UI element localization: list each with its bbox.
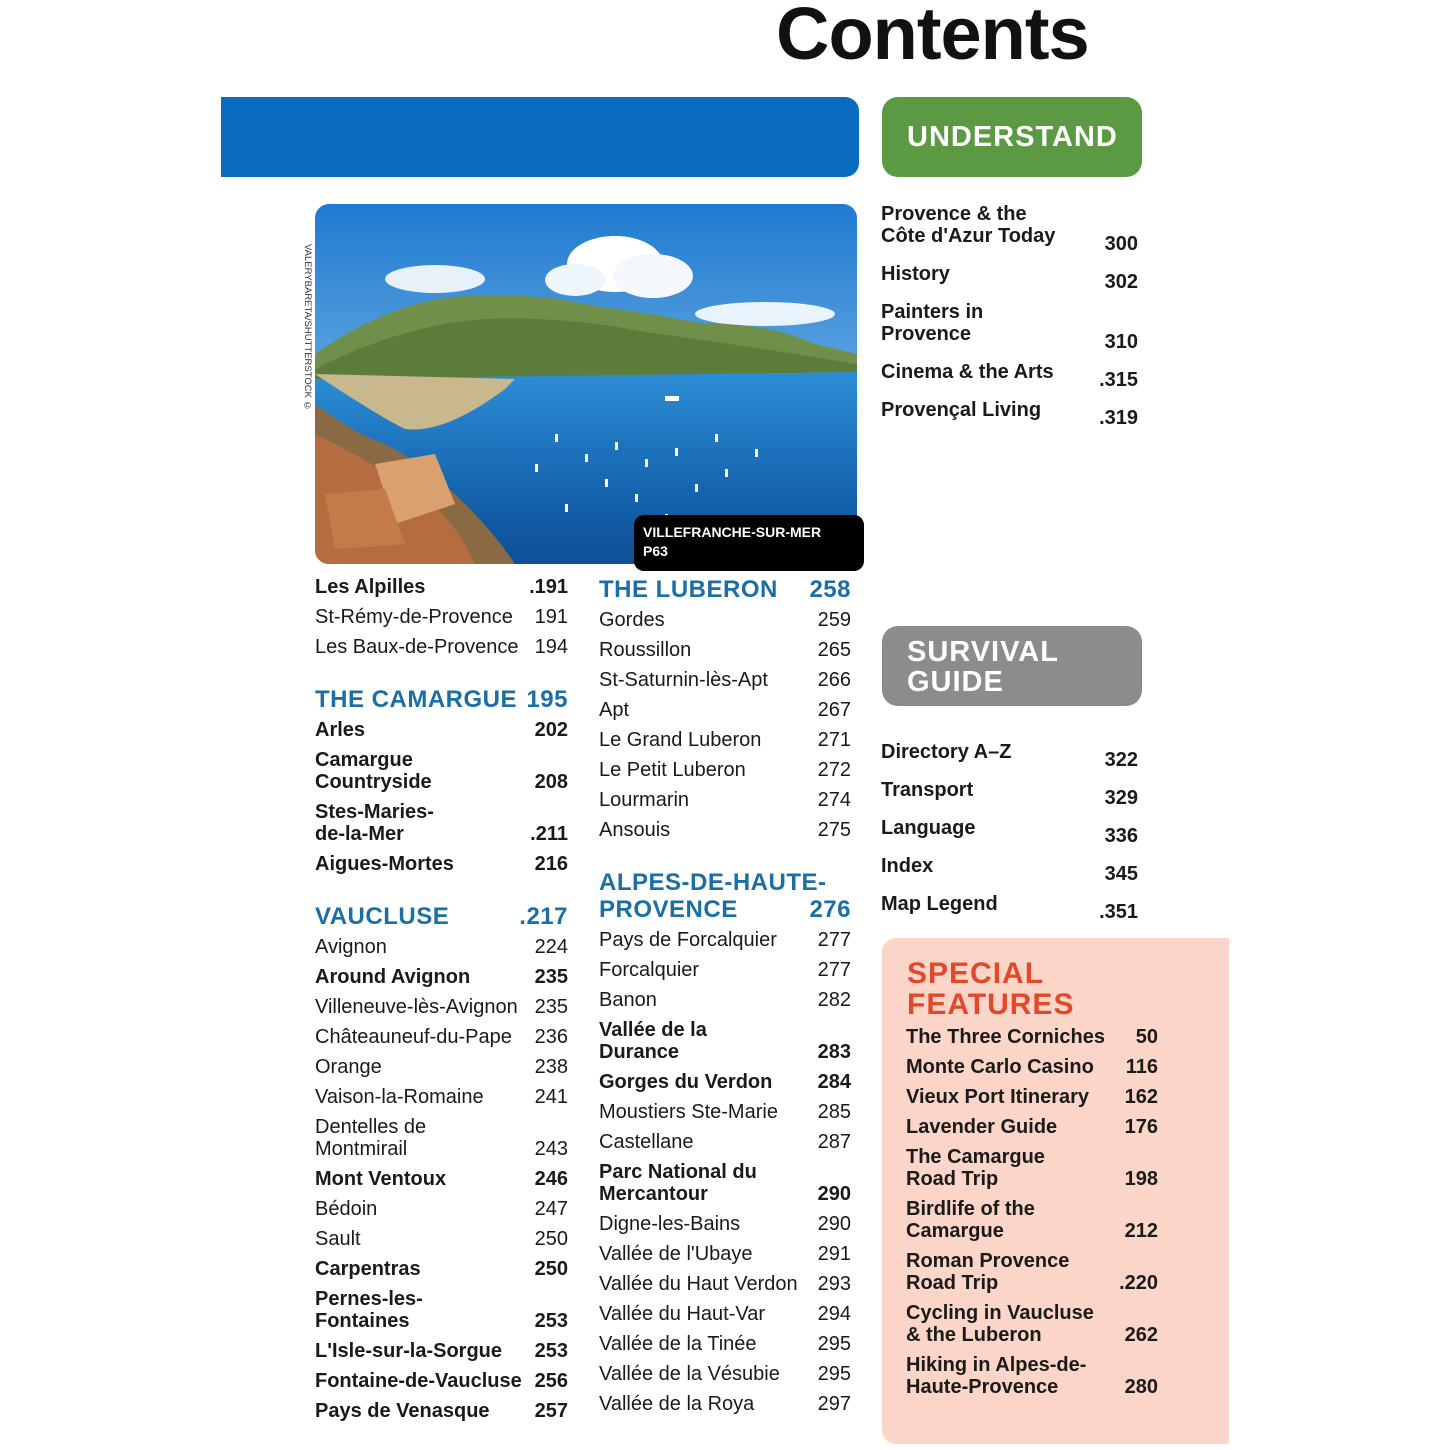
toc-entry-label-2: & the Luberon xyxy=(906,1324,1042,1346)
toc-entry-page: 257 xyxy=(534,1400,568,1422)
toc-entry-label: Digne-les-Bains xyxy=(599,1213,741,1235)
toc-entry-page: 253 xyxy=(534,1310,568,1332)
toc-entry-label: Provençal Living xyxy=(881,399,1042,421)
toc-entry-label: Pernes-les- xyxy=(315,1288,423,1310)
toc-entry xyxy=(315,1168,568,1198)
toc-entry-label: Vallée de l'Ubaye xyxy=(599,1243,753,1265)
toc-entry-label-2: Mercantour xyxy=(599,1183,708,1205)
toc-entry xyxy=(315,1086,568,1116)
toc-entry-page: 247 xyxy=(534,1198,568,1220)
toc-entry-label: Arles xyxy=(315,719,366,741)
toc-entry xyxy=(881,893,1138,931)
toc-entry-page: 266 xyxy=(817,669,851,691)
toc-entry-page: 283 xyxy=(817,1041,851,1063)
toc-entry-page: 277 xyxy=(817,959,851,981)
toc-entry-page: 287 xyxy=(817,1131,851,1153)
toc-entry xyxy=(906,1056,1158,1086)
toc-entry-label: History xyxy=(881,263,950,285)
toc-entry-label: Mont Ventoux xyxy=(315,1168,447,1190)
toc-entry-label-2: Road Trip xyxy=(906,1168,999,1190)
toc-entry-page: 300 xyxy=(1104,233,1138,255)
toc-entry-page: 345 xyxy=(1104,863,1138,885)
toc-entry-label: Ansouis xyxy=(599,819,671,841)
toc-entry-label: Vallée du Haut Verdon xyxy=(599,1273,798,1295)
toc-entry xyxy=(881,855,1138,893)
toc-entry xyxy=(881,779,1138,817)
toc-entry-page: 191 xyxy=(534,606,568,628)
toc-entry-label: Vallée du Haut-Var xyxy=(599,1303,766,1325)
toc-entry-label: Châteauneuf-du-Pape xyxy=(315,1026,512,1048)
special-features-title xyxy=(907,958,1074,1020)
toc-entry-label-2: de-la-Mer xyxy=(315,823,404,845)
toc-entry-label: Dentelles de xyxy=(315,1116,427,1138)
toc-entry xyxy=(881,817,1138,855)
toc-entry-page: 243 xyxy=(534,1138,568,1160)
toc-entry xyxy=(906,1146,1158,1198)
photo-caption-page: P63 xyxy=(643,543,668,559)
toc-entry xyxy=(315,1026,568,1056)
toc-entry xyxy=(599,1019,851,1071)
toc-entry-label-2: Haute-Provence xyxy=(906,1376,1059,1398)
toc-entry xyxy=(599,1273,851,1303)
toc-entry-label: Hiking in Alpes-de- xyxy=(906,1354,1087,1376)
toc-entry-label: Le Petit Luberon xyxy=(599,759,746,781)
toc-entry-page: 272 xyxy=(817,759,851,781)
toc-entry-page: 198 xyxy=(1124,1168,1158,1190)
coastline-photo xyxy=(315,204,857,564)
toc-entry-label: Cinema & the Arts xyxy=(881,361,1054,383)
toc-entry xyxy=(599,1243,851,1273)
toc-entry xyxy=(599,1213,851,1243)
page-title: Contents xyxy=(776,0,1089,75)
toc-entry-label: Bédoin xyxy=(315,1198,378,1220)
toc-entry-label: Lavender Guide xyxy=(906,1116,1058,1138)
toc-entry xyxy=(906,1198,1158,1250)
toc-entry-page: 216 xyxy=(534,853,568,875)
toc-entry-label: Lourmarin xyxy=(599,789,690,811)
toc-entry-label: Orange xyxy=(315,1056,382,1078)
toc-entry-label-2: Côte d'Azur Today xyxy=(881,225,1056,247)
toc-entry-page: 322 xyxy=(1104,749,1138,771)
toc-entry xyxy=(315,1370,568,1400)
toc-entry-label: Fontaine-de-Vaucluse xyxy=(315,1370,522,1392)
special-title-line1: SPECIAL xyxy=(907,957,1045,990)
toc-entry-page: 310 xyxy=(1104,331,1138,353)
special-title-line2: FEATURES xyxy=(907,988,1075,1021)
toc-entry-page: 295 xyxy=(817,1333,851,1355)
toc-entry xyxy=(599,1131,851,1161)
toc-entry xyxy=(881,741,1138,779)
toc-entry-label: Transport xyxy=(881,779,974,801)
toc-entry-page: 253 xyxy=(534,1340,568,1362)
toc-entry-page: 194 xyxy=(534,636,568,658)
toc-entry xyxy=(315,636,568,666)
toc-entry-page: 274 xyxy=(817,789,851,811)
toc-entry xyxy=(881,399,1138,437)
toc-entry xyxy=(599,609,851,639)
toc-entry-page: 208 xyxy=(534,771,568,793)
toc-entry-page: .351 xyxy=(1099,901,1138,923)
toc-entry-label: Gorges du Verdon xyxy=(599,1071,773,1093)
toc-entry-page: .220 xyxy=(1119,1272,1158,1294)
toc-entry-page: 236 xyxy=(534,1026,568,1048)
toc-entry xyxy=(599,729,851,759)
toc-entry-page: 267 xyxy=(817,699,851,721)
special-features-list xyxy=(906,1026,1158,1406)
toc-entry xyxy=(315,1258,568,1288)
toc-entry-label: The Three Corniches xyxy=(906,1026,1105,1048)
toc-entry-label: Painters in xyxy=(881,301,984,323)
toc-entry-label-2: Fontaines xyxy=(315,1310,410,1332)
toc-entry-page: 295 xyxy=(817,1363,851,1385)
section-heading-label-2: PROVENCE xyxy=(599,896,738,923)
toc-entry-label: Sault xyxy=(315,1228,361,1250)
section-heading-page: 195 xyxy=(526,686,568,713)
toc-entry-page: 50 xyxy=(1135,1026,1158,1048)
toc-entry-page: .315 xyxy=(1099,369,1138,391)
toc-entry-label: Vaison-la-Romaine xyxy=(315,1086,484,1108)
toc-entry xyxy=(315,1116,568,1168)
toc-entry xyxy=(599,959,851,989)
toc-entry-label: Parc National du xyxy=(599,1161,757,1183)
toc-entry-page: 284 xyxy=(817,1071,851,1093)
toc-entry-page: 329 xyxy=(1104,787,1138,809)
toc-entry-page: 336 xyxy=(1104,825,1138,847)
toc-entry-label: Around Avignon xyxy=(315,966,471,988)
section-heading-page: 276 xyxy=(809,896,851,923)
toc-entry-page: 277 xyxy=(817,929,851,951)
toc-entry-label: St-Rémy-de-Provence xyxy=(315,606,513,628)
section-heading xyxy=(315,903,568,930)
toc-entry-label: Banon xyxy=(599,989,657,1011)
toc-entry xyxy=(599,989,851,1019)
photo-caption xyxy=(634,515,864,571)
toc-entry xyxy=(315,996,568,1026)
toc-entry xyxy=(315,966,568,996)
section-heading xyxy=(599,576,851,603)
photo-credit: VALERYBARETA/SHUTTERSTOCK © xyxy=(302,244,313,412)
toc-entry-page: .191 xyxy=(529,576,568,598)
toc-entry-page: 290 xyxy=(817,1183,851,1205)
toc-entry-page: 238 xyxy=(534,1056,568,1078)
toc-entry-page: 275 xyxy=(817,819,851,841)
section-heading-label: ALPES-DE-HAUTE- xyxy=(599,869,827,896)
toc-entry-label-2: Countryside xyxy=(315,771,432,793)
toc-entry-label: Moustiers Ste-Marie xyxy=(599,1101,778,1123)
toc-entry xyxy=(599,789,851,819)
section-heading xyxy=(315,686,568,713)
toc-entry-label: Vallée de la Vésubie xyxy=(599,1363,780,1385)
toc-entry xyxy=(599,1363,851,1393)
understand-tab: UNDERSTAND xyxy=(882,97,1142,177)
toc-entry xyxy=(599,1393,851,1423)
toc-entry-label: Vallée de la xyxy=(599,1019,707,1041)
toc-entry-label-2: Road Trip xyxy=(906,1272,999,1294)
toc-entry xyxy=(906,1354,1158,1406)
toc-entry-label: St-Saturnin-lès-Apt xyxy=(599,669,768,691)
toc-entry-page: 250 xyxy=(534,1258,568,1280)
toc-entry xyxy=(315,719,568,749)
toc-entry-label: The Camargue xyxy=(906,1146,1045,1168)
toc-entry-label: Stes-Maries- xyxy=(315,801,434,823)
toc-entry xyxy=(599,1101,851,1131)
toc-entry-label: Le Grand Luberon xyxy=(599,729,762,751)
survival-tab-line2: GUIDE xyxy=(907,666,1004,698)
toc-entry-page: 293 xyxy=(817,1273,851,1295)
toc-entry-label: Directory A–Z xyxy=(881,741,1012,763)
toc-entry-page: 259 xyxy=(817,609,851,631)
toc-entry xyxy=(599,699,851,729)
toc-entry xyxy=(599,929,851,959)
toc-entry-label: Camargue xyxy=(315,749,413,771)
toc-entry-label: Forcalquier xyxy=(599,959,700,981)
toc-entry-page: 250 xyxy=(534,1228,568,1250)
toc-entry xyxy=(599,1161,851,1213)
toc-entry xyxy=(315,801,568,853)
toc-entry-page: 302 xyxy=(1104,271,1138,293)
toc-entry-page: 282 xyxy=(817,989,851,1011)
toc-entry-label-2: Camargue xyxy=(906,1220,1004,1242)
toc-entry-label: Cycling in Vaucluse xyxy=(906,1302,1094,1324)
toc-entry-page: 246 xyxy=(534,1168,568,1190)
toc-entry-label-2: Montmirail xyxy=(315,1138,408,1160)
toc-entry-page: 285 xyxy=(817,1101,851,1123)
toc-entry-page: 280 xyxy=(1124,1376,1158,1398)
toc-entry-label: Vallée de la Roya xyxy=(599,1393,755,1415)
toc-entry-label: Les Alpilles xyxy=(315,576,426,598)
toc-entry-page: .211 xyxy=(530,823,568,845)
toc-entry xyxy=(315,606,568,636)
understand-list xyxy=(881,203,1138,437)
toc-entry-label: Avignon xyxy=(315,936,387,958)
survival-guide-list xyxy=(881,741,1138,931)
toc-entry-label: Les Baux-de-Provence xyxy=(315,636,519,658)
toc-entry-page: 297 xyxy=(817,1393,851,1415)
toc-entry-label: Birdlife of the xyxy=(906,1198,1035,1220)
toc-entry-label: Gordes xyxy=(599,609,665,631)
survival-tab-line1: SURVIVAL xyxy=(907,636,1059,668)
toc-entry-label: Index xyxy=(881,855,934,877)
toc-entry-label: Roman Provence xyxy=(906,1250,1070,1272)
toc-entry xyxy=(599,1333,851,1363)
toc-entry-page: 202 xyxy=(534,719,568,741)
toc-entry xyxy=(315,1198,568,1228)
toc-entry xyxy=(599,1303,851,1333)
toc-entry-page: 212 xyxy=(1124,1220,1158,1242)
toc-entry xyxy=(906,1250,1158,1302)
toc-entry-label: Carpentras xyxy=(315,1258,421,1280)
toc-entry-label: Map Legend xyxy=(881,893,998,915)
toc-entry xyxy=(315,1400,568,1430)
toc-entry-page: 291 xyxy=(817,1243,851,1265)
toc-entry-page: 116 xyxy=(1125,1056,1158,1078)
toc-entry-label-2: Provence xyxy=(881,323,972,345)
toc-entry xyxy=(906,1116,1158,1146)
toc-entry xyxy=(315,1288,568,1340)
toc-entry-page: 176 xyxy=(1124,1116,1158,1138)
toc-entry xyxy=(315,853,568,883)
toc-entry-page: 290 xyxy=(817,1213,851,1235)
section-heading-label: THE LUBERON xyxy=(599,576,778,603)
section-banner-bar xyxy=(221,97,859,177)
toc-entry xyxy=(906,1026,1158,1056)
toc-entry xyxy=(599,819,851,849)
toc-entry-label: Monte Carlo Casino xyxy=(906,1056,1094,1078)
toc-entry xyxy=(315,1056,568,1086)
toc-entry xyxy=(881,263,1138,301)
toc-entry-label: Apt xyxy=(599,699,630,721)
toc-entry xyxy=(881,361,1138,399)
section-heading xyxy=(599,869,851,923)
toc-entry xyxy=(599,759,851,789)
toc-entry xyxy=(315,749,568,801)
section-heading-page: .217 xyxy=(519,903,568,930)
toc-entry xyxy=(315,1228,568,1258)
toc-entry xyxy=(906,1302,1158,1354)
toc-entry-page: 271 xyxy=(817,729,851,751)
toc-entry-page: 235 xyxy=(534,966,568,988)
toc-entry-label: Vieux Port Itinerary xyxy=(906,1086,1090,1108)
toc-entry-page: 162 xyxy=(1124,1086,1158,1108)
toc-column-2 xyxy=(599,576,851,1423)
survival-guide-tab xyxy=(882,626,1142,706)
toc-entry-page: 235 xyxy=(534,996,568,1018)
toc-entry-label-2: Durance xyxy=(599,1041,680,1063)
section-heading-page: 258 xyxy=(809,576,851,603)
toc-entry-label: Vallée de la Tinée xyxy=(599,1333,757,1355)
toc-entry-page: 265 xyxy=(817,639,851,661)
toc-entry xyxy=(599,669,851,699)
toc-entry-page: 256 xyxy=(534,1370,568,1392)
toc-entry-page: 294 xyxy=(817,1303,851,1325)
section-heading-label: THE CAMARGUE xyxy=(315,686,517,713)
toc-entry-label: Pays de Forcalquier xyxy=(599,929,777,951)
toc-entry xyxy=(315,576,568,606)
toc-entry xyxy=(315,1340,568,1370)
toc-entry-page: 262 xyxy=(1124,1324,1158,1346)
toc-entry-label: Castellane xyxy=(599,1131,694,1153)
toc-entry-label: Roussillon xyxy=(599,639,692,661)
toc-entry-page: 241 xyxy=(534,1086,568,1108)
toc-entry-label: Villeneuve-lès-Avignon xyxy=(315,996,518,1018)
toc-entry-label: Pays de Venasque xyxy=(315,1400,490,1422)
toc-entry xyxy=(599,639,851,669)
toc-entry xyxy=(599,1071,851,1101)
toc-entry-page: .319 xyxy=(1099,407,1138,429)
toc-entry-label: Language xyxy=(881,817,976,839)
toc-entry xyxy=(315,936,568,966)
toc-entry xyxy=(906,1086,1158,1116)
toc-entry-label: Aigues-Mortes xyxy=(315,853,454,875)
photo-caption-place: VILLEFRANCHE-SUR-MER xyxy=(643,524,822,540)
toc-entry-label: L'Isle-sur-la-Sorgue xyxy=(315,1340,503,1362)
section-heading-label: VAUCLUSE xyxy=(315,903,450,930)
toc-entry-label: Provence & the xyxy=(881,203,1027,225)
toc-entry xyxy=(881,301,1138,361)
toc-column-1 xyxy=(315,576,568,1430)
toc-entry-page: 224 xyxy=(534,936,568,958)
toc-entry xyxy=(881,203,1138,263)
